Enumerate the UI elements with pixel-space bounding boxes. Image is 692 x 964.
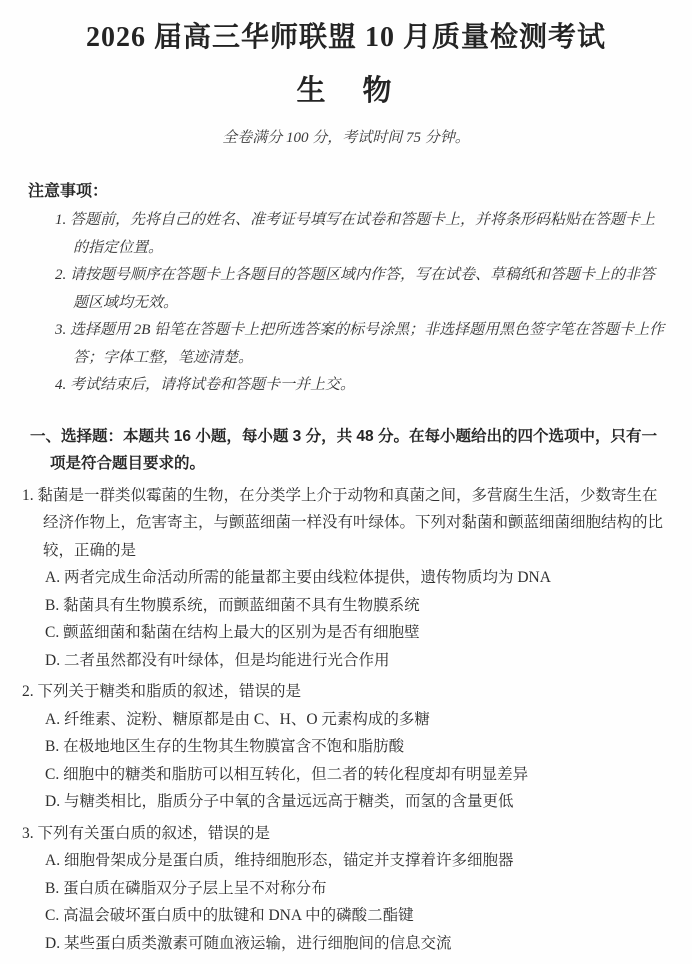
question-2-option-c: C. 细胞中的糖类和脂肪可以相互转化，但二者的转化程度却有明显差异 bbox=[45, 765, 529, 783]
question-2-option-d: D. 与糖类相比，脂质分子中氧的含量远远高于糖类，而氢的含量更低 bbox=[45, 793, 514, 810]
question-3-option-b: B. 蛋白质在磷脂双分子层上呈不对称分布 bbox=[45, 879, 327, 897]
question-1-option-d: D. 二者虽然都没有叶绿体，但是均能进行光合作用 bbox=[45, 651, 390, 669]
question-1-option-b: B. 黏菌具有生物膜系统，而颤蓝细菌不具有生物膜系统 bbox=[45, 596, 420, 614]
notice-list bbox=[0, 207, 692, 400]
question-2 bbox=[0, 678, 692, 816]
question-3-option-a: A. 细胞骨架成分是蛋白质，维持细胞形态，锚定并支撑着许多细胞器 bbox=[45, 852, 514, 869]
question-3-option-c: C. 高温会破坏蛋白质中的肽键和 DNA 中的磷酸二酯键 bbox=[45, 907, 414, 924]
question-3 bbox=[0, 820, 692, 958]
question-1-stem: 1. 黏菌是一群类似霉菌的生物，在分类学上介于动物和真菌之间，多营腐生生活，少数寄生在经济作物上，危害寄主，与颤蓝细菌一样没有叶绿体。下列对黏菌和颤蓝细菌细胞结构的比较，正确的是 bbox=[22, 486, 664, 559]
question-2-option-a: A. 纤维素、淀粉、糖原都是由 C、H、O 元素构成的多糖 bbox=[45, 710, 430, 728]
notice-item-1: 1. 答题前，先将自己的姓名、准考证号填写在试卷和答题卡上，并将条形码粘贴在答题卡上的指定位置。 bbox=[55, 212, 656, 256]
exam-info-line: 全卷满分 100 分，考试时间 75 分钟。 bbox=[222, 130, 470, 146]
question-1-option-c: C. 颤蓝细菌和黏菌在结构上最大的区别为是否有细胞壁 bbox=[45, 624, 420, 641]
section-heading-multiple-choice: 一、选择题：本题共 16 小题，每小题 3 分，共 48 分。在每小题给出的四个选项中，只有一项是符合题目要求的。 bbox=[30, 427, 657, 472]
question-3-option-d: D. 某些蛋白质类激素可随血液运输，进行细胞间的信息交流 bbox=[45, 934, 452, 952]
question-1 bbox=[0, 482, 692, 675]
question-1-option-a: A. 两者完成生命活动所需的能量都主要由线粒体提供，遗传物质均为 DNA bbox=[45, 569, 551, 586]
exam-title: 2026 届高三华师联盟 10 月质量检测考试 bbox=[85, 22, 606, 53]
question-2-option-b: B. 在极地地区生存的生物其生物膜富含不饱和脂肪酸 bbox=[45, 738, 405, 755]
notice-item-2: 2. 请按题号顺序在答题卡上各题目的答题区域内作答，写在试卷、草稿纸和答题卡上的非答题区域均无效。 bbox=[55, 267, 656, 311]
notice-item-3: 3. 选择题用 2B 铅笔在答题卡上把所选答案的标号涂黑；非选择题用黑色签字笔在答题卡上作答；字体工整，笔迹清楚。 bbox=[55, 322, 665, 366]
question-3-stem: 3. 下列有关蛋白质的叙述，错误的是 bbox=[22, 824, 271, 842]
notice-item-4: 4. 考试结束后，请将试卷和答题卡一并上交。 bbox=[55, 377, 356, 393]
subject-title: 生 物 bbox=[296, 75, 396, 107]
notice-section bbox=[0, 180, 692, 400]
notice-heading: 注意事项： bbox=[28, 183, 109, 200]
question-2-stem: 2. 下列关于糖类和脂质的叙述，错误的是 bbox=[22, 683, 302, 700]
